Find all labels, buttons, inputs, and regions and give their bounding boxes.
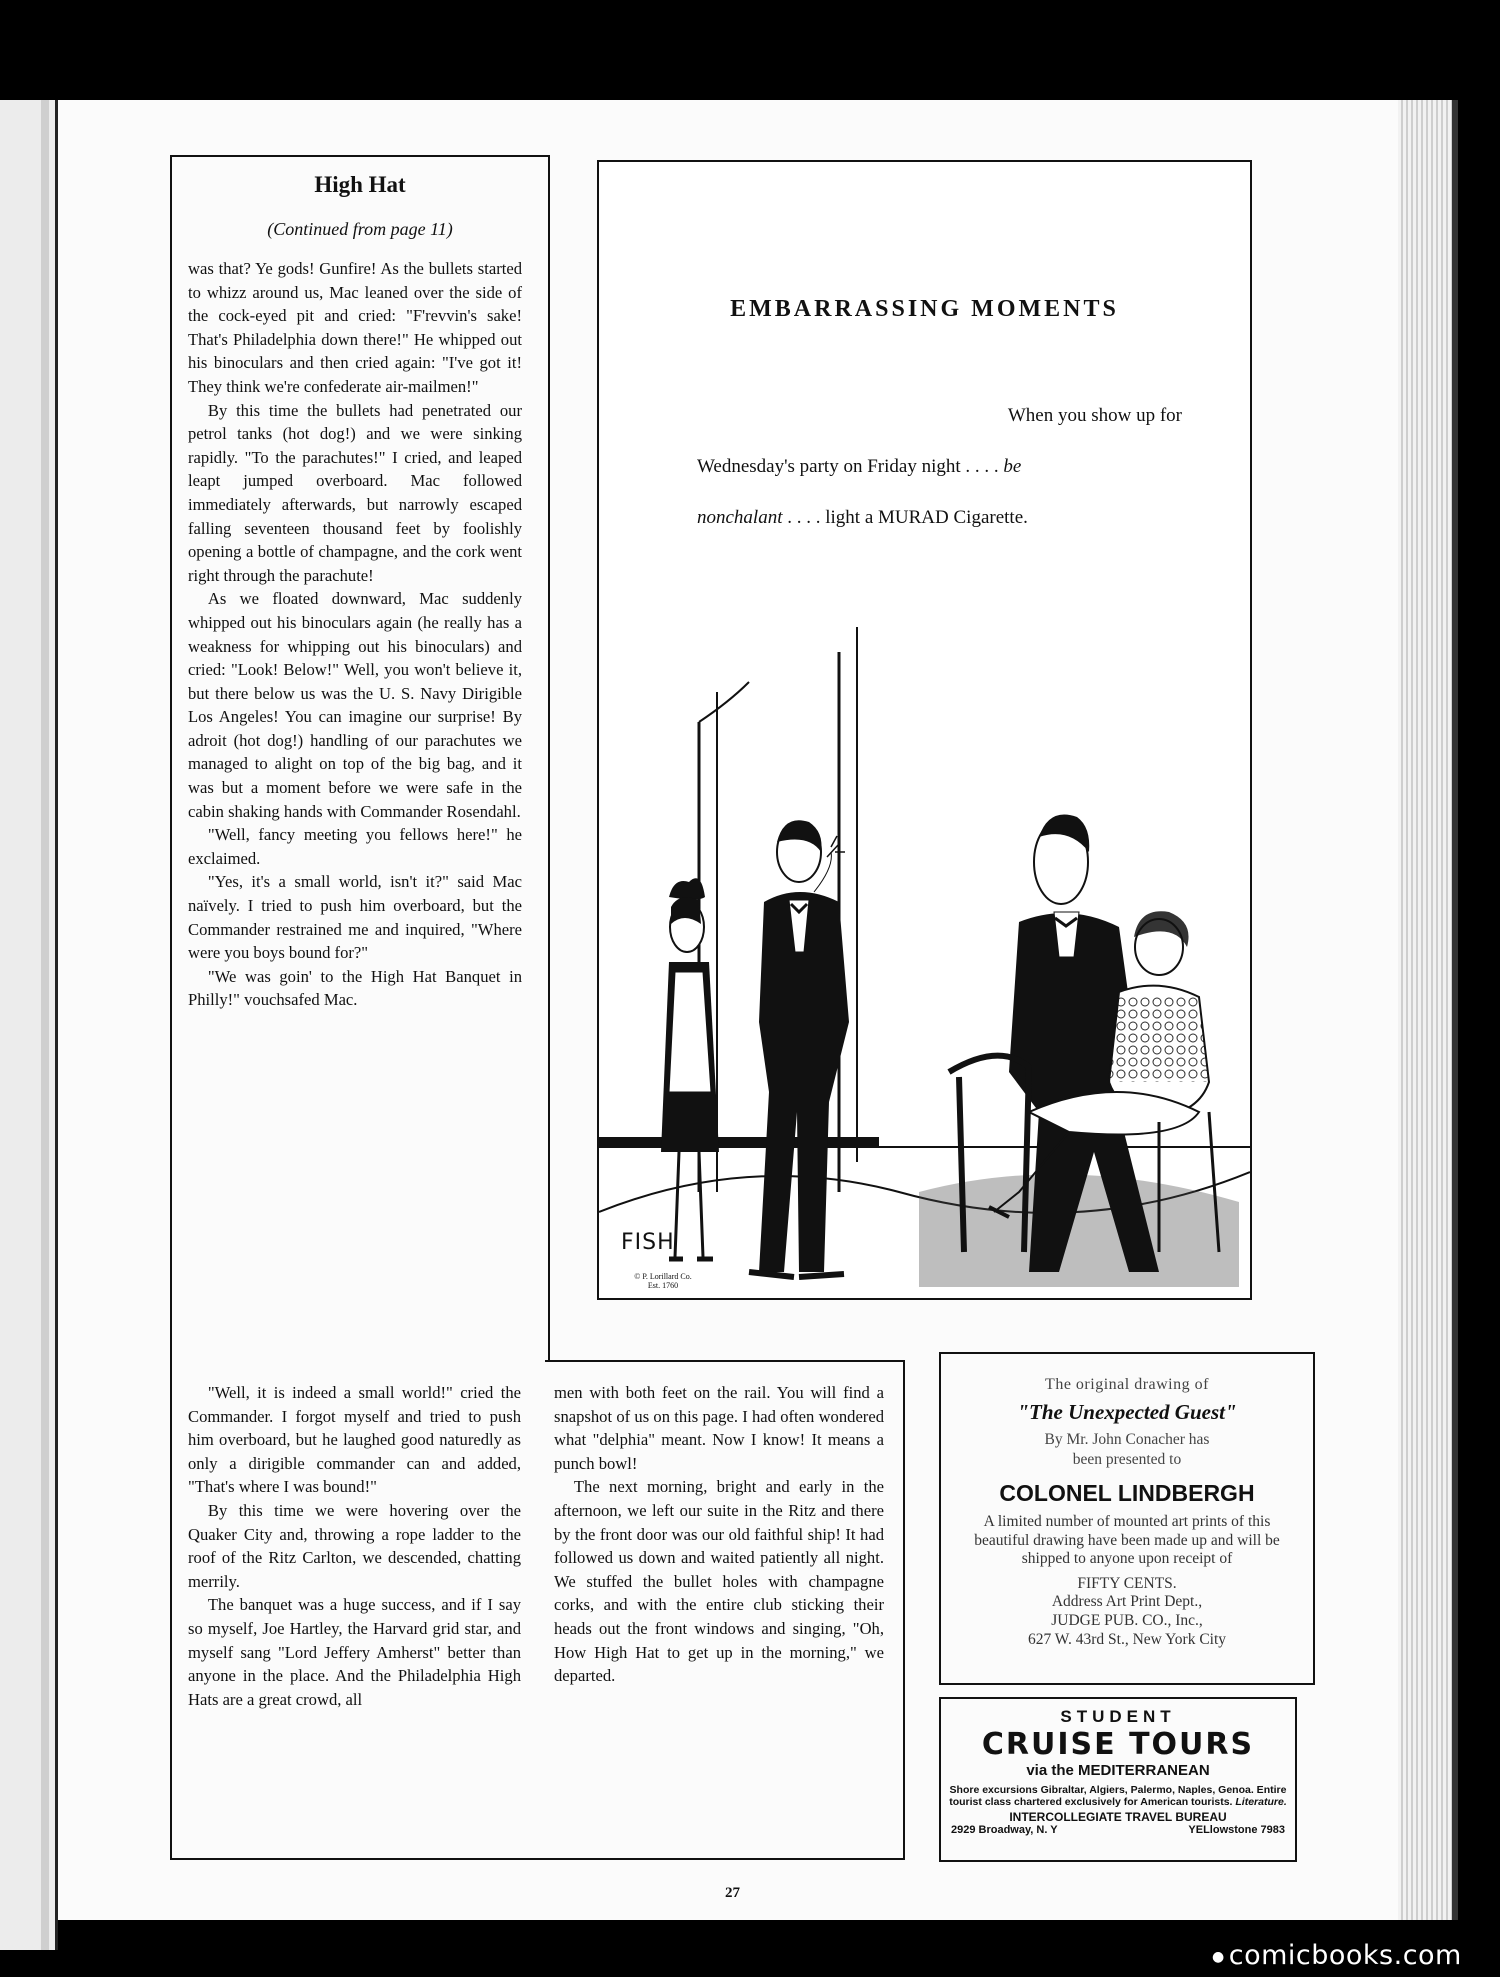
ad-line-3-italic: nonchalant [697,507,783,528]
notice-address-3: 627 W. 43rd St., New York City [1027,1630,1227,1648]
page-stack-edge [1398,100,1458,1920]
notice-price: FIFTY CENTS. [1077,1574,1177,1592]
paragraph: "We was goin' to the High Hat Banquet in Philly!" vouchsafed Mac. [188,966,522,1010]
notice-line-1: The original drawing of [1045,1376,1209,1393]
paragraph: By this time we were hovering over the Quaker City and, throwing a rope ladder to the roof of the Ritz Carlton, we descended, chatting merrily. [188,1500,521,1591]
cruise-bureau: INTERCOLLEGIATE TRAVEL BUREAU [1009,1810,1227,1824]
cruise-details-text: Shore excursions Gibraltar, Algiers, Palermo, Naples, Genoa. Entire tourist class chartered exclusively for American tourists. [949,1784,1287,1808]
paragraph: The banquet was a huge success, and if I say so myself, Joe Hartley, the Harvard grid star, and myself sang "Lord Jeffery Amherst" better than anyone in the place. And the Philadelphia High Hats are a great crowd, all [188,1595,521,1709]
cruise-line-3: via the MEDITERRANEAN [1026,1762,1210,1779]
bullet-icon: ● [1212,1948,1225,1965]
story-column-c [554,1381,884,1688]
notice-address-1: Address Art Print Dept., [1051,1593,1203,1611]
story-column-a [188,257,522,1012]
cartoon-illustration [599,552,1250,1300]
cruise-details-italic: Literature. [1235,1796,1287,1808]
paragraph: "Well, it is indeed a small world!" cried the Commander. I forgot myself and tried to push him overboard, but he laughed good naturedly as only a dirigible commander can and added, "That's where I was bound!" [188,1383,521,1497]
notice-line-3: been presented to [1072,1451,1182,1468]
watermark-text: comicbooks.com [1228,1940,1462,1971]
story-column-b [188,1381,521,1711]
cruise-phone: YELlowstone 7983 [1188,1824,1285,1836]
copyright-line-2: Est. 1760 [647,1281,679,1290]
notice-recipient: COLONEL LINDBERGH [999,1480,1255,1506]
murad-advertisement [597,160,1252,1300]
cruise-address: 2929 Broadway, N. Y [951,1824,1058,1836]
notice-title: "The Unexpected Guest" [1017,1400,1237,1424]
paragraph: "Yes, it's a small world, isn't it?" said Mac naïvely. I tried to push him overboard, but the Commander restrained me and inquired, "Where were you boys bound for?" [188,872,522,963]
continued-note [172,219,548,240]
story-title: High Hat [314,172,406,197]
art-print-notice [939,1352,1315,1685]
notice-body: A limited number of mounted art prints of this beautiful drawing have been made up and will be shipped to anyone upon receipt of [974,1513,1280,1568]
paragraph: As we floated downward, Mac suddenly whipped out his binoculars again (he really has a weakness for whipping out his binoculars) and cried: "Look! Below!" Well, you won't believe it, but there below us was the U. S. Navy Dirigible Los Angeles! You can imagine our surprise! By adroit (hot dog!) handling of our parachutes we managed to alight on top of the big bag, and it was but a moment before we were safe in the cabin shaking hands with Commander Rosendahl. [188,589,522,821]
continued-text: (Continued from page 11) [267,219,453,239]
ad-line-2-italic: be [1003,456,1022,477]
notice-line-2: By Mr. John Conacher has [1044,1431,1210,1448]
artist-signature: FISH [621,1230,675,1255]
paragraph: was that? Ye gods! Gunfire! As the bullets started to whizz around us, Mac leaned over the side of the cock-eyed pit and cried: "F'revvin's sake! That's Philadelphia down there!" He whipped out his binoculars and then cried again: "I've got it! They think we're confederate air-mailmen!" [188,259,522,396]
notice-address-2: JUDGE PUB. CO., Inc., [1051,1611,1203,1629]
copyright-line-1: © P. Lorillard Co. [634,1272,692,1281]
ad-copy [697,390,1182,543]
cruise-headline: CRUISE TOURS [981,1727,1255,1762]
page-number: 27 [725,1885,740,1901]
ad-headline: EMBARRASSING MOMENTS [730,296,1119,322]
cruise-contact [941,1824,1295,1836]
watermark [1212,1940,1462,1971]
cruise-tours-ad [939,1697,1297,1862]
copyright-notice [613,1272,713,1290]
paragraph: men with both feet on the rail. You will find a snapshot of us on this page. I had often wondered what "delphia" meant. Now I know! It means a punch bowl! [554,1383,884,1473]
cruise-line-1: STUDENT [1060,1707,1176,1726]
ad-line-1: When you show up for [1007,405,1182,426]
left-page-edge [0,100,58,1950]
paragraph: The next morning, bright and early in the afternoon, we left our suite in the Ritz and there by the front door was our old faithful ship! It had followed us down and waited patiently all night. We stuffed the bullet holes with champagne corks, and with the entire club sticking their heads out the front windows and singing, "Oh, How High Hat to get up in the morning," we departed. [554,1477,884,1686]
ad-line-3: . . . . light a MURAD Cigarette. [782,507,1028,528]
cruise-details [949,1784,1287,1808]
paragraph: By this time the bullets had penetrated our petrol tanks (hot dog!) and we were sinking rapidly. "To the parachutes!" I cried, and leaped leapt jumped overboard. Mac followed immediately afterwards, but narrowly escaped falling seventeen thousand feet by foolishly opening a bottle of champagne, and the cork went right through the parachute! [188,400,522,585]
ad-line-2: Wednesday's party on Friday night . . . . [697,456,1004,477]
paragraph: "Well, fancy meeting you fellows here!" he exclaimed. [188,825,522,868]
